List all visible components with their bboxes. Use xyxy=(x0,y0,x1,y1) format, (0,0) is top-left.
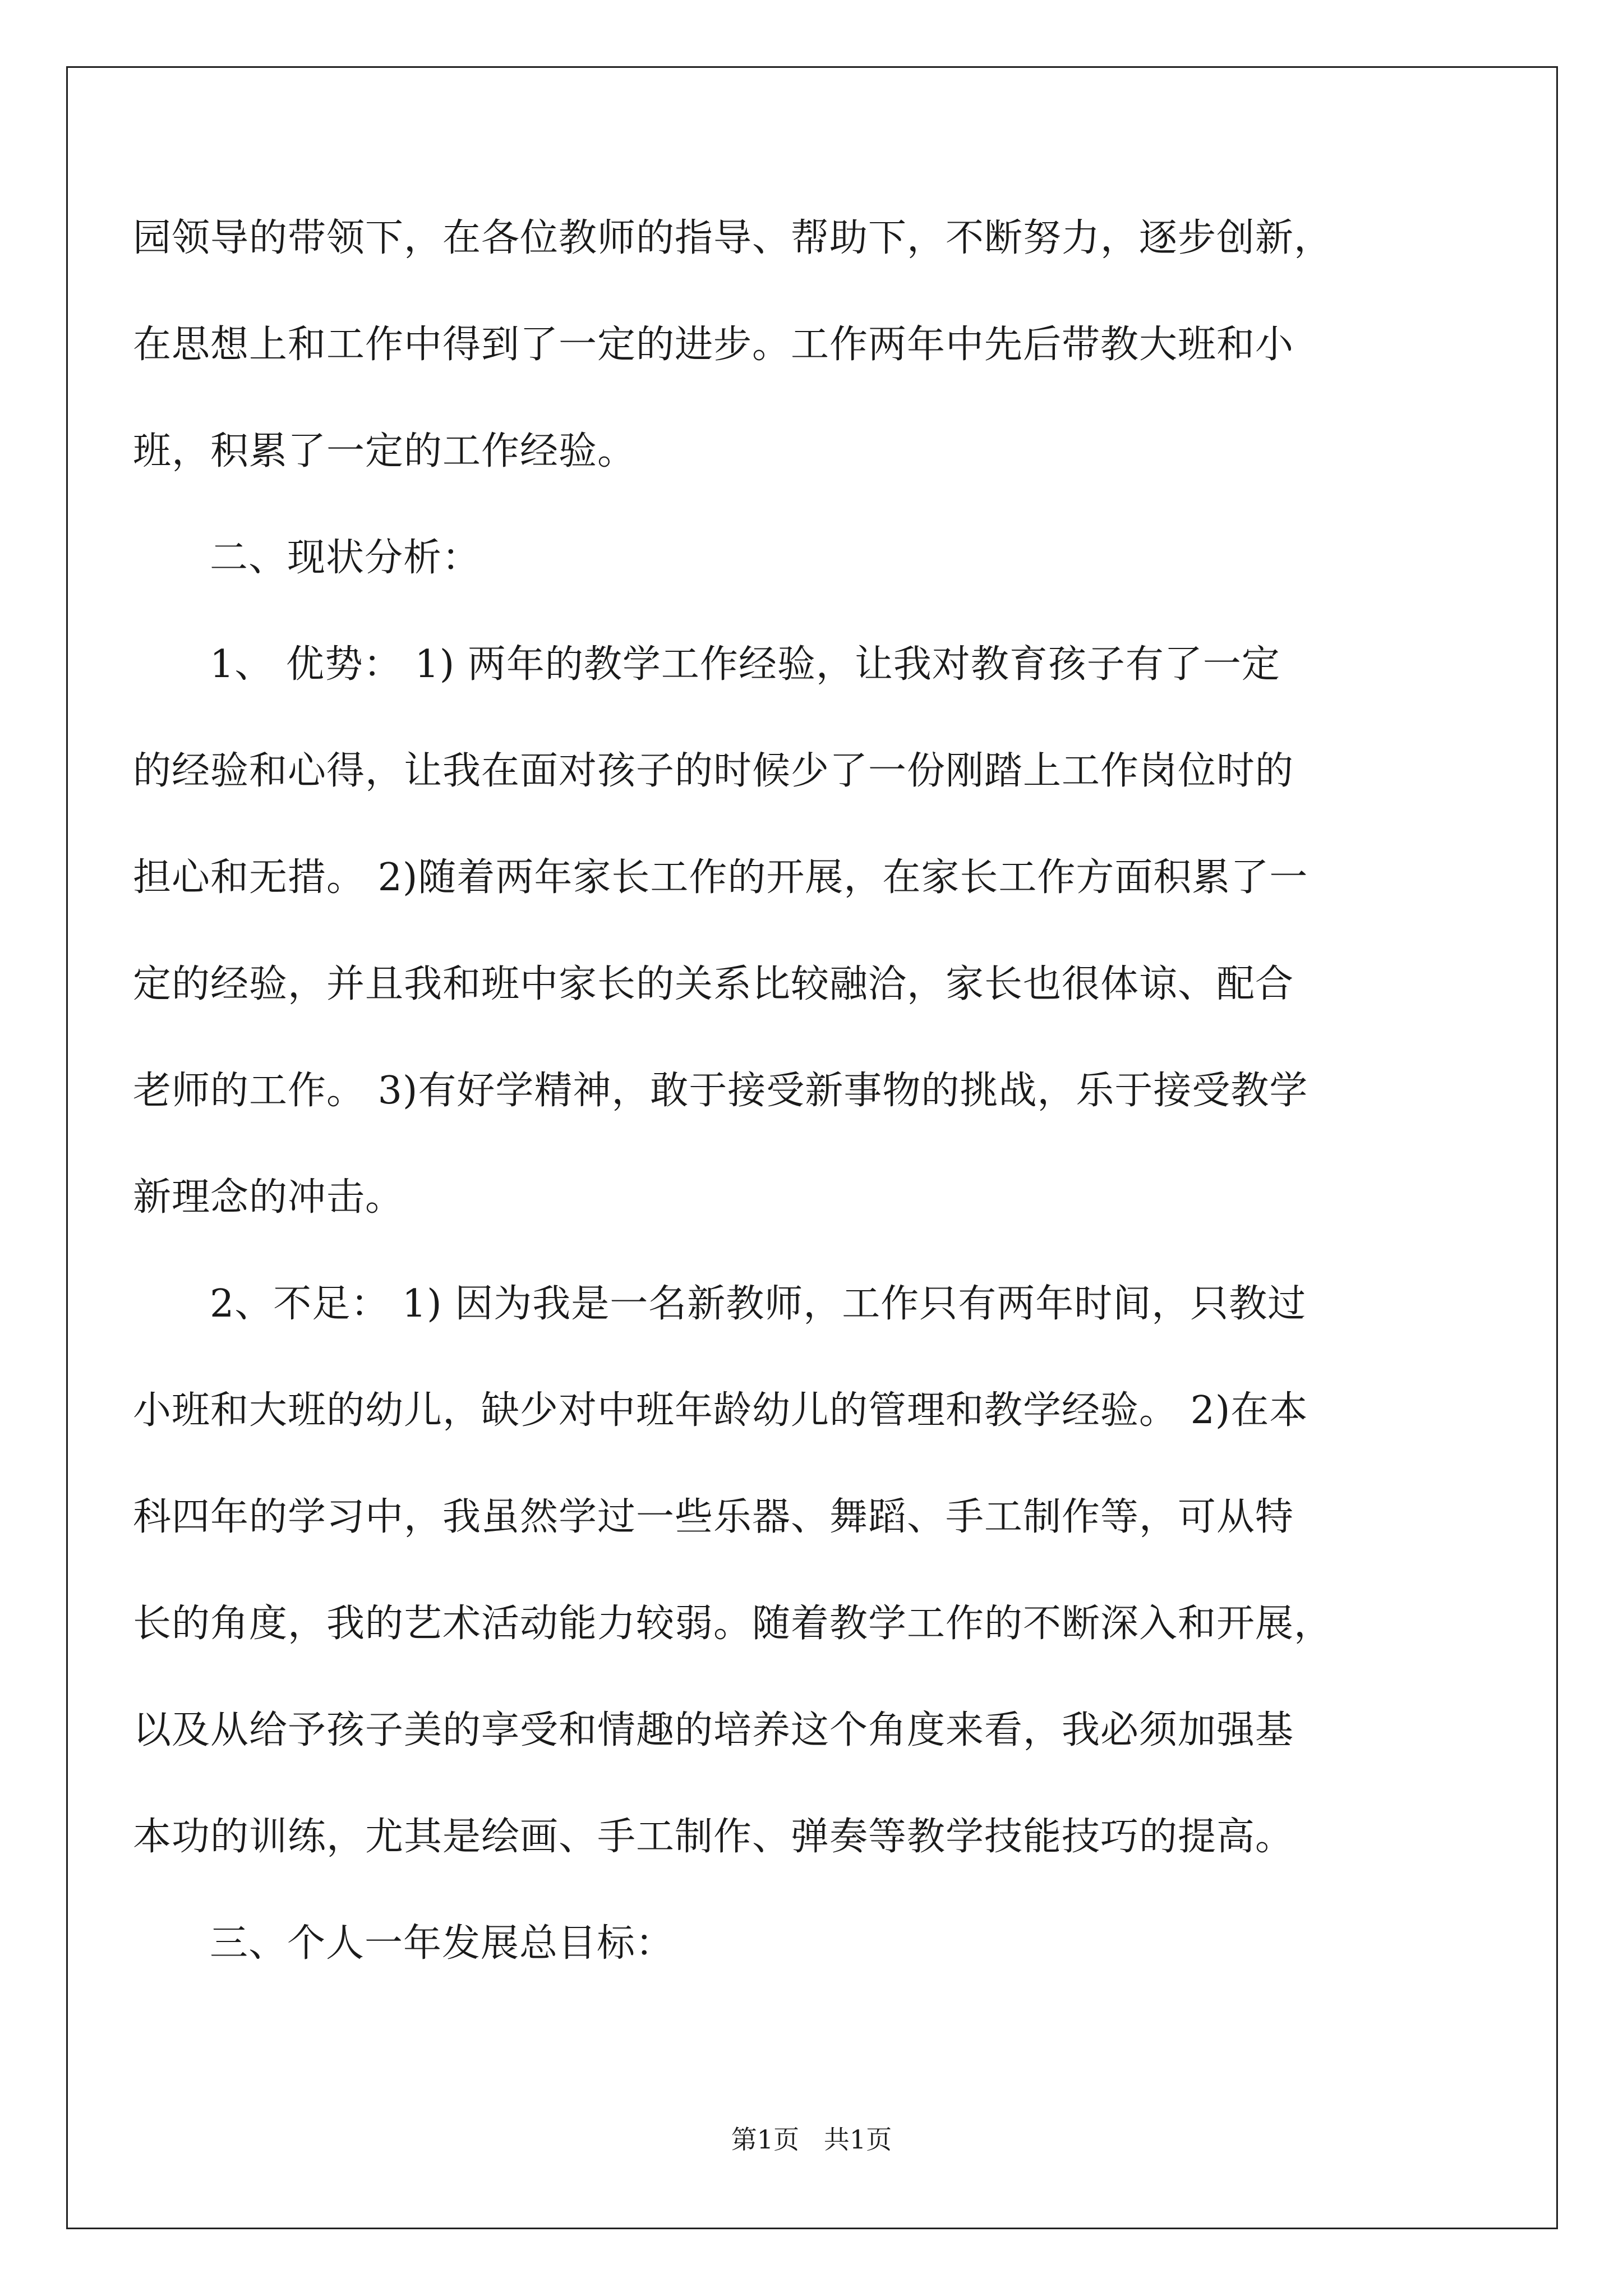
text-line: 新理念的冲击。 xyxy=(133,1175,404,1220)
text-line: 的经验和心得，让我在面对孩子的时候少了一份刚踏上工作岗位时的 xyxy=(133,749,1294,793)
document-body xyxy=(133,185,1490,1997)
text-line: 班，积累了一定的工作经验。 xyxy=(133,429,637,473)
section-heading: 二、现状分析： xyxy=(210,536,481,580)
text-line: 在思想上和工作中得到了一定的进步。工作两年中先后带教大班和小 xyxy=(133,323,1294,367)
text-line: 以及从给予孩子美的享受和情趣的培养这个角度来看，我必须加强基 xyxy=(133,1708,1294,1752)
text-line: 长的角度，我的艺术活动能力较弱。随着教学工作的不断深入和开展， xyxy=(133,1602,1333,1646)
section-heading: 三、个人一年发展总目标： xyxy=(210,1921,675,1966)
text-line: 本功的训练，尤其是绘画、手工制作、弹奏等教学技能技巧的提高。 xyxy=(133,1815,1294,1859)
text-line: 1、 优势： 1) 两年的教学工作经验，让我对教育孩子有了一定 xyxy=(210,642,1280,687)
page-footer: 第1页 共1页 xyxy=(731,2124,892,2155)
text-line: 定的经验，并且我和班中家长的关系比较融洽，家长也很体谅、配合 xyxy=(133,962,1294,1006)
text-line: 园领导的带领下，在各位教师的指导、帮助下，不断努力，逐步创新， xyxy=(133,216,1333,260)
text-line: 担心和无措。 2)随着两年家长工作的开展，在家长工作方面积累了一 xyxy=(133,855,1308,900)
text-line: 老师的工作。 3)有好学精神，敢于接受新事物的挑战，乐于接受教学 xyxy=(133,1069,1308,1113)
text-line: 小班和大班的幼儿，缺少对中班年龄幼儿的管理和教学经验。 2)在本 xyxy=(133,1388,1308,1433)
text-line: 2、不足： 1) 因为我是一名新教师，工作只有两年时间，只教过 xyxy=(210,1282,1307,1326)
text-line: 科四年的学习中，我虽然学过一些乐器、舞蹈、手工制作等，可从特 xyxy=(133,1495,1294,1539)
